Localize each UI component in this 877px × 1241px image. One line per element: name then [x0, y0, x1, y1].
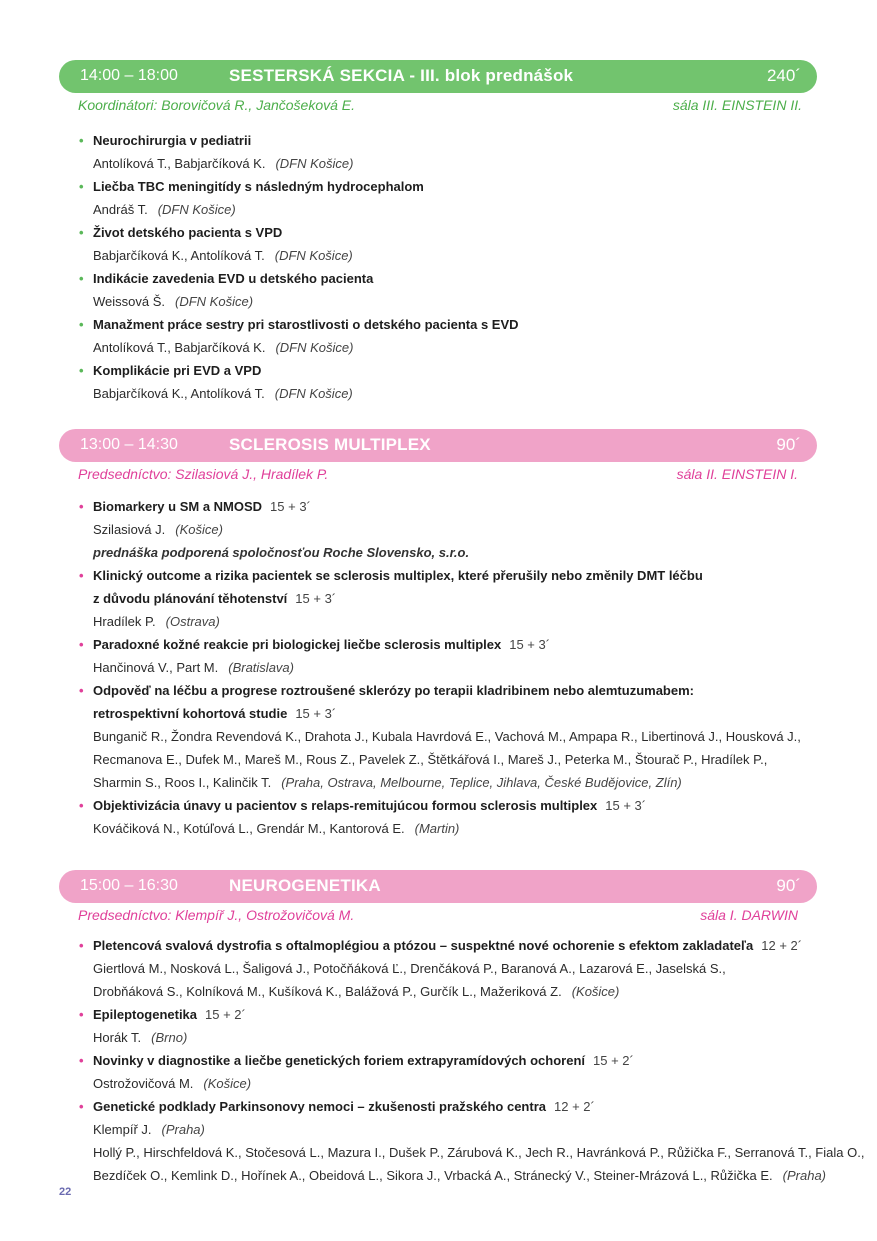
authors: Klempíř J. — [93, 1122, 152, 1137]
bullet-icon: • — [79, 938, 84, 953]
time-allocation: 12 + 2´ — [761, 938, 803, 953]
lecture-item — [78, 267, 808, 313]
lecture-title-line — [93, 1095, 808, 1118]
authors: Ostrožovičová M. — [93, 1076, 194, 1091]
institution: (Ostrava) — [165, 614, 220, 629]
coordinators: Predsedníctvo: Klempíř J., Ostrožovičová M. — [78, 907, 355, 923]
authors-line — [93, 656, 808, 679]
lecture-title-line — [93, 702, 808, 725]
lecture-item — [78, 679, 808, 794]
lecture-title: Manažment práce sestry pri starostlivosti o detského pacienta s EVD — [93, 317, 519, 332]
authors-line — [93, 198, 808, 221]
lecture-title: Objektivizácia únavy u pacientov s relaps-remitujúcou formou sclerosis multiplex — [93, 798, 598, 813]
session-duration: 90´ — [776, 435, 801, 454]
time-allocation: 15 + 3´ — [295, 591, 337, 606]
section-subheader — [78, 97, 802, 117]
authors: Sharmin S., Roos I., Kalinčik T. — [93, 775, 272, 790]
lecture-item — [78, 495, 808, 564]
lecture-list — [78, 129, 808, 405]
section-subheader — [78, 907, 798, 927]
authors-line — [93, 1072, 808, 1095]
institution: (Martin) — [414, 821, 460, 836]
lecture-title: Odpověď na léčbu a progrese roztroušené sklerózy po terapii kladribinem nebo alemtuzumabem: — [93, 683, 694, 698]
authors-line — [93, 980, 808, 1003]
time-allocation: 15 + 3´ — [509, 637, 551, 652]
lecture-title: Paradoxné kožné reakcie pri biologickej liečbe sclerosis multiplex — [93, 637, 502, 652]
session-title: SESTERSKÁ SEKCIA - III. blok prednášok — [229, 66, 574, 85]
lecture-title: Neurochirurgia v pediatrii — [93, 133, 252, 148]
lecture-item — [78, 313, 808, 359]
institution: (Bratislava) — [228, 660, 294, 675]
session-duration: 240´ — [766, 66, 801, 85]
lecture-title: Novinky v diagnostike a liečbe genetických foriem extrapyramídových ochorení — [93, 1053, 586, 1068]
lecture-title: Klinický outcome a rizika pacientek se sclerosis multiplex, které přerušily nebo změnily DMT léčbu — [93, 568, 703, 583]
authors: Bezdíček O., Kemlink D., Hořínek A., Obeidová L., Sikora J., Vrbacká A., Stránecký V., Steiner-Mrázová L., Růžička E. — [93, 1168, 773, 1183]
room: sála III. EINSTEIN II. — [672, 97, 802, 113]
authors: Recmanova E., Dufek M., Mareš M., Rous Z., Pavelek Z., Štětkářová I., Mareš J., Peterka M., Štourač P., Hradílek P., — [93, 752, 768, 767]
lecture-title-line — [93, 794, 808, 817]
institution: (Praha, Ostrava, Melbourne, Teplice, Jihlava, České Budějovice, Zlín) — [281, 775, 682, 790]
authors-line — [93, 382, 808, 405]
lecture-title: Pletencová svalová dystrofia s oftalmoplégiou a ptózou – suspektné nové ochorenie s efektom zakladateľa — [93, 938, 754, 953]
lecture-item — [78, 794, 808, 840]
lecture-title-line — [93, 587, 808, 610]
bullet-icon: • — [79, 1053, 84, 1068]
lecture-title: Genetické podklady Parkinsonovy nemoci – zkušenosti pražského centra — [93, 1099, 546, 1114]
page-number: 22 — [59, 1186, 72, 1198]
institution: (DFN Košice) — [275, 156, 354, 171]
authors-line — [93, 610, 808, 633]
lecture-title-line — [93, 175, 808, 198]
authors: Hradílek P. — [93, 614, 156, 629]
authors: Drobňáková S., Kolníková M., Kušíková K., Balážová P., Gurčík L., Mažeriková Z. — [93, 984, 562, 999]
session-time: 14:00 – 18:00 — [80, 67, 178, 84]
authors-line — [93, 725, 808, 748]
bullet-icon: • — [79, 499, 84, 514]
authors: Antolíková T., Babjarčíková K. — [93, 340, 266, 355]
lecture-title-line — [93, 934, 808, 957]
institution: (Brno) — [151, 1030, 188, 1045]
time-allocation: 15 + 3´ — [605, 798, 647, 813]
section-subheader — [78, 466, 798, 486]
session-title: NEUROGENETIKA — [229, 876, 381, 895]
session-time: 13:00 – 14:30 — [80, 436, 178, 453]
lecture-title: retrospektivní kohortová studie — [93, 706, 288, 721]
institution: (DFN Košice) — [275, 340, 354, 355]
session-duration: 90´ — [776, 876, 801, 895]
lecture-title-line — [93, 267, 808, 290]
coordinators: Koordinátori: Borovičová R., Jančošeková E. — [78, 97, 356, 113]
institution: (Košice) — [571, 984, 620, 999]
lecture-item — [78, 564, 808, 633]
authors-line — [93, 1118, 808, 1141]
time-allocation: 15 + 3´ — [295, 706, 337, 721]
bullet-icon: • — [79, 363, 84, 378]
section-header-bar — [59, 60, 817, 93]
bullet-icon: • — [79, 1007, 84, 1022]
lecture-title: Život detského pacienta s VPD — [93, 225, 283, 240]
authors: Babjarčíková K., Antolíková T. — [93, 386, 265, 401]
authors: Kováčiková N., Kotúľová L., Grendár M., Kantorová E. — [93, 821, 405, 836]
institution: (DFN Košice) — [274, 248, 353, 263]
time-allocation: 15 + 3´ — [270, 499, 311, 514]
sponsor-note-line — [93, 541, 808, 564]
lecture-title: z důvodu plánování těhotenství — [93, 591, 288, 606]
lecture-title-line — [93, 221, 808, 244]
lecture-item — [78, 1095, 865, 1187]
authors: Giertlová M., Nosková L., Šaligová J., Potočňáková Ľ., Drenčáková P., Baranová A., Lazarová E., Jaselská S., — [93, 961, 726, 976]
bullet-icon: • — [79, 568, 84, 583]
bullet-icon: • — [79, 271, 84, 286]
authors: Hančinová V., Part M. — [93, 660, 219, 675]
lecture-item — [78, 129, 808, 175]
lecture-title: Indikácie zavedenia EVD u detského pacienta — [93, 271, 374, 286]
bullet-icon: • — [79, 1099, 84, 1114]
bullet-icon: • — [79, 179, 84, 194]
session-time: 15:00 – 16:30 — [80, 877, 178, 894]
authors: Babjarčíková K., Antolíková T. — [93, 248, 265, 263]
lecture-item — [78, 1049, 808, 1095]
time-allocation: 12 + 2´ — [554, 1099, 595, 1114]
lecture-title: Komplikácie pri EVD a VPD — [93, 363, 262, 378]
lecture-title-line — [93, 495, 808, 518]
lecture-list — [78, 934, 865, 1187]
authors-line — [93, 817, 808, 840]
institution: (DFN Košice) — [175, 294, 254, 309]
authors: Weissová Š. — [93, 294, 166, 309]
authors-line — [93, 1164, 827, 1187]
lecture-title: Liečba TBC meningitídy s následným hydrocephalom — [93, 179, 424, 194]
bullet-icon: • — [79, 133, 84, 148]
authors-line — [93, 957, 808, 980]
coordinators: Predsedníctvo: Szilasiová J., Hradílek P. — [78, 466, 329, 482]
lecture-title-line — [93, 1049, 808, 1072]
institution: (Praha) — [161, 1122, 205, 1137]
time-allocation: 15 + 2´ — [593, 1053, 634, 1068]
authors: Antolíková T., Babjarčíková K. — [93, 156, 266, 171]
lecture-list — [78, 495, 808, 840]
authors: Andráš T. — [93, 202, 148, 217]
authors-line — [93, 244, 808, 267]
authors-line — [93, 1141, 865, 1164]
section-header-bar — [59, 429, 817, 462]
room: sála I. DARWIN — [700, 907, 798, 923]
authors-line — [93, 748, 808, 771]
authors: Horák T. — [93, 1030, 142, 1045]
bullet-icon: • — [79, 317, 84, 332]
time-allocation: 15 + 2´ — [205, 1007, 246, 1022]
lecture-item — [78, 359, 808, 405]
lecture-title-line — [93, 1003, 808, 1026]
institution: (DFN Košice) — [157, 202, 236, 217]
authors-line — [93, 290, 808, 313]
lecture-title-line — [93, 129, 808, 152]
lecture-item — [78, 221, 808, 267]
authors-line — [93, 152, 808, 175]
lecture-title-line — [93, 679, 808, 702]
lecture-title-line — [93, 564, 808, 587]
institution: (DFN Košice) — [274, 386, 353, 401]
authors-line — [93, 336, 808, 359]
lecture-title-line — [93, 359, 808, 382]
lecture-item — [78, 1003, 808, 1049]
institution: (Praha) — [782, 1168, 827, 1183]
authors-line — [93, 771, 808, 794]
bullet-icon: • — [79, 798, 84, 813]
institution: (Košice) — [175, 522, 223, 537]
lecture-title: Epileptogenetika — [93, 1007, 198, 1022]
authors: Szilasiová J. — [93, 522, 166, 537]
lecture-title-line — [93, 313, 808, 336]
lecture-item — [78, 633, 808, 679]
authors: Hollý P., Hirschfeldová K., Stočesová L., Mazura I., Dušek P., Zárubová K., Jech R., Havránková P., Růžička F., Serranová T., Fiala O., — [93, 1145, 865, 1160]
authors: Bunganič R., Žondra Revendová K., Drahota J., Kubala Havrdová E., Vachová M., Ampapa R., Libertinová J., Housková J., — [93, 729, 801, 744]
lecture-title-line — [93, 633, 808, 656]
section-header-bar — [59, 870, 817, 903]
authors-line — [93, 1026, 808, 1049]
institution: (Košice) — [203, 1076, 252, 1091]
room: sála II. EINSTEIN I. — [676, 466, 798, 482]
sponsor-note: prednáška podporená spoločnosťou Roche Slovensko, s.r.o. — [93, 545, 470, 560]
bullet-icon: • — [79, 225, 84, 240]
bullet-icon: • — [79, 683, 84, 698]
authors-line — [93, 518, 808, 541]
lecture-item — [78, 175, 808, 221]
lecture-title: Biomarkery u SM a NMOSD — [93, 499, 263, 514]
session-title: SCLEROSIS MULTIPLEX — [229, 435, 431, 454]
lecture-item — [78, 934, 808, 1003]
bullet-icon: • — [79, 637, 84, 652]
